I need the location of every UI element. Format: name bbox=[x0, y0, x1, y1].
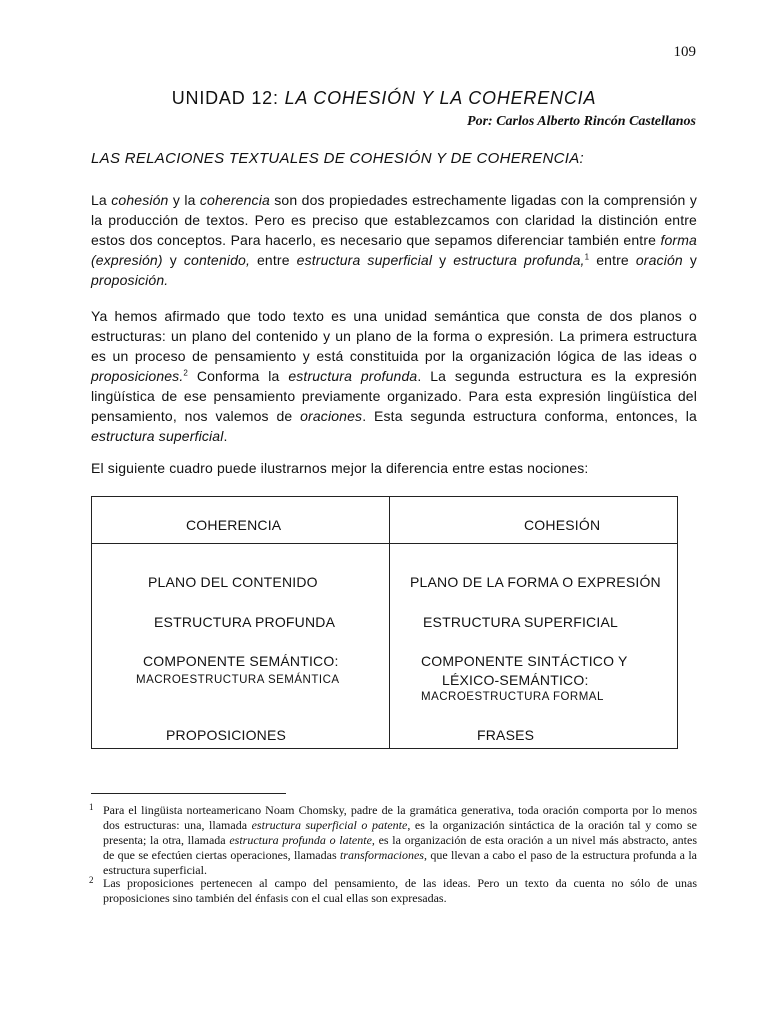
coherencia-row-4: PROPOSICIONES bbox=[166, 727, 287, 743]
coherencia-row-3: COMPONENTE SEMÁNTICO: bbox=[143, 653, 339, 669]
coherencia-row-2: ESTRUCTURA PROFUNDA bbox=[154, 614, 336, 630]
footnote-ref-2: 2 bbox=[183, 368, 188, 378]
page-title bbox=[0, 88, 768, 109]
cohesion-row-2: ESTRUCTURA SUPERFICIAL bbox=[423, 614, 618, 630]
footnote-separator bbox=[91, 793, 286, 794]
title-italic: LA COHESIÓN Y LA COHERENCIA bbox=[284, 88, 597, 108]
table-header-divider bbox=[92, 543, 677, 544]
cohesion-row-3b: LÉXICO-SEMÁNTICO: bbox=[442, 672, 589, 688]
header-cohesion: COHESIÓN bbox=[524, 517, 601, 533]
paragraph-2: Ya hemos afirmado que todo texto es una unidad semántica que consta de dos planos o estructuras: un plano del contenido y un plano de la forma o expresión. La primera estructura es un proceso de pensamiento y está constituida por la organización lógica de las ideas o proposiciones.$^2$ Conforma la estructura profunda. La segunda estructura es la expresión lingüística de ese pensamiento previamente organizado. Para esta expresión lingüística del pensamiento, nos valemos de oraciones. Esta segunda estructura conforma, entonces, la estructura superficial. bbox=[91, 308, 697, 444]
footnote-1-marker: 1 bbox=[89, 802, 94, 812]
author-byline: Por: Carlos Alberto Rincón Castellanos bbox=[467, 114, 696, 129]
title-prefix: UNIDAD 12: bbox=[171, 88, 285, 108]
paragraph-1: La cohesión y la coherencia son dos propiedades estrechamente ligadas con la comprensión y la producción de textos. Pero es preciso que establezcamos con claridad la distinción entre estos dos conceptos. Para hacerlo, es necesario que sepamos diferenciar también entre forma (expresión) y contenido, entre estructura superficial y estructura profunda,$^1$ entre oración y proposición. bbox=[91, 192, 698, 288]
footnote-2: 2 Las proposiciones pertenecen al campo del pensamiento, de las ideas. Pero un texto da cuenta no sólo de unas proposiciones sino también del énfasis con el cual ellas son expresadas. bbox=[89, 875, 697, 905]
cohesion-row-4: FRASES bbox=[477, 727, 535, 743]
footnote-1: 1 Para el lingüista norteamericano Noam Chomsky, padre de la gramática generativa, toda oración comporta por lo menos dos estructuras: una, llamada estructura superficial o patente, es la organización sintáctica de la oración tal y como se presenta; la otra, llamada estructura profunda o latente, es la organización de esta oración a un nivel más abstracto, antes de que se efectúen ciertas operaciones, llamadas transformaciones, que llevan a cabo el paso de la estructura profunda a la estructura superficial. bbox=[89, 802, 698, 877]
coherencia-row-1: PLANO DEL CONTENIDO bbox=[148, 574, 318, 590]
cohesion-row-1: PLANO DE LA FORMA O EXPRESIÓN bbox=[410, 574, 661, 590]
table-column-divider bbox=[389, 497, 390, 748]
comparison-table bbox=[91, 496, 678, 749]
page-number: 109 bbox=[673, 44, 696, 60]
coherencia-row-3-sub: MACROESTRUCTURA SEMÁNTICA bbox=[136, 674, 340, 686]
header-coherencia: COHERENCIA bbox=[186, 517, 282, 533]
footnote-ref-1: 1 bbox=[584, 252, 590, 262]
cohesion-row-3-sub: MACROESTRUCTURA FORMAL bbox=[421, 691, 604, 703]
section-heading: LAS RELACIONES TEXTUALES DE COHESIÓN Y DE COHERENCIA: bbox=[91, 150, 584, 167]
cohesion-row-3a: COMPONENTE SINTÁCTICO Y bbox=[421, 653, 628, 669]
paragraph-3: El siguiente cuadro puede ilustrarnos mejor la diferencia entre estas nociones: bbox=[91, 460, 589, 476]
footnote-2-marker: 2 bbox=[89, 875, 94, 885]
